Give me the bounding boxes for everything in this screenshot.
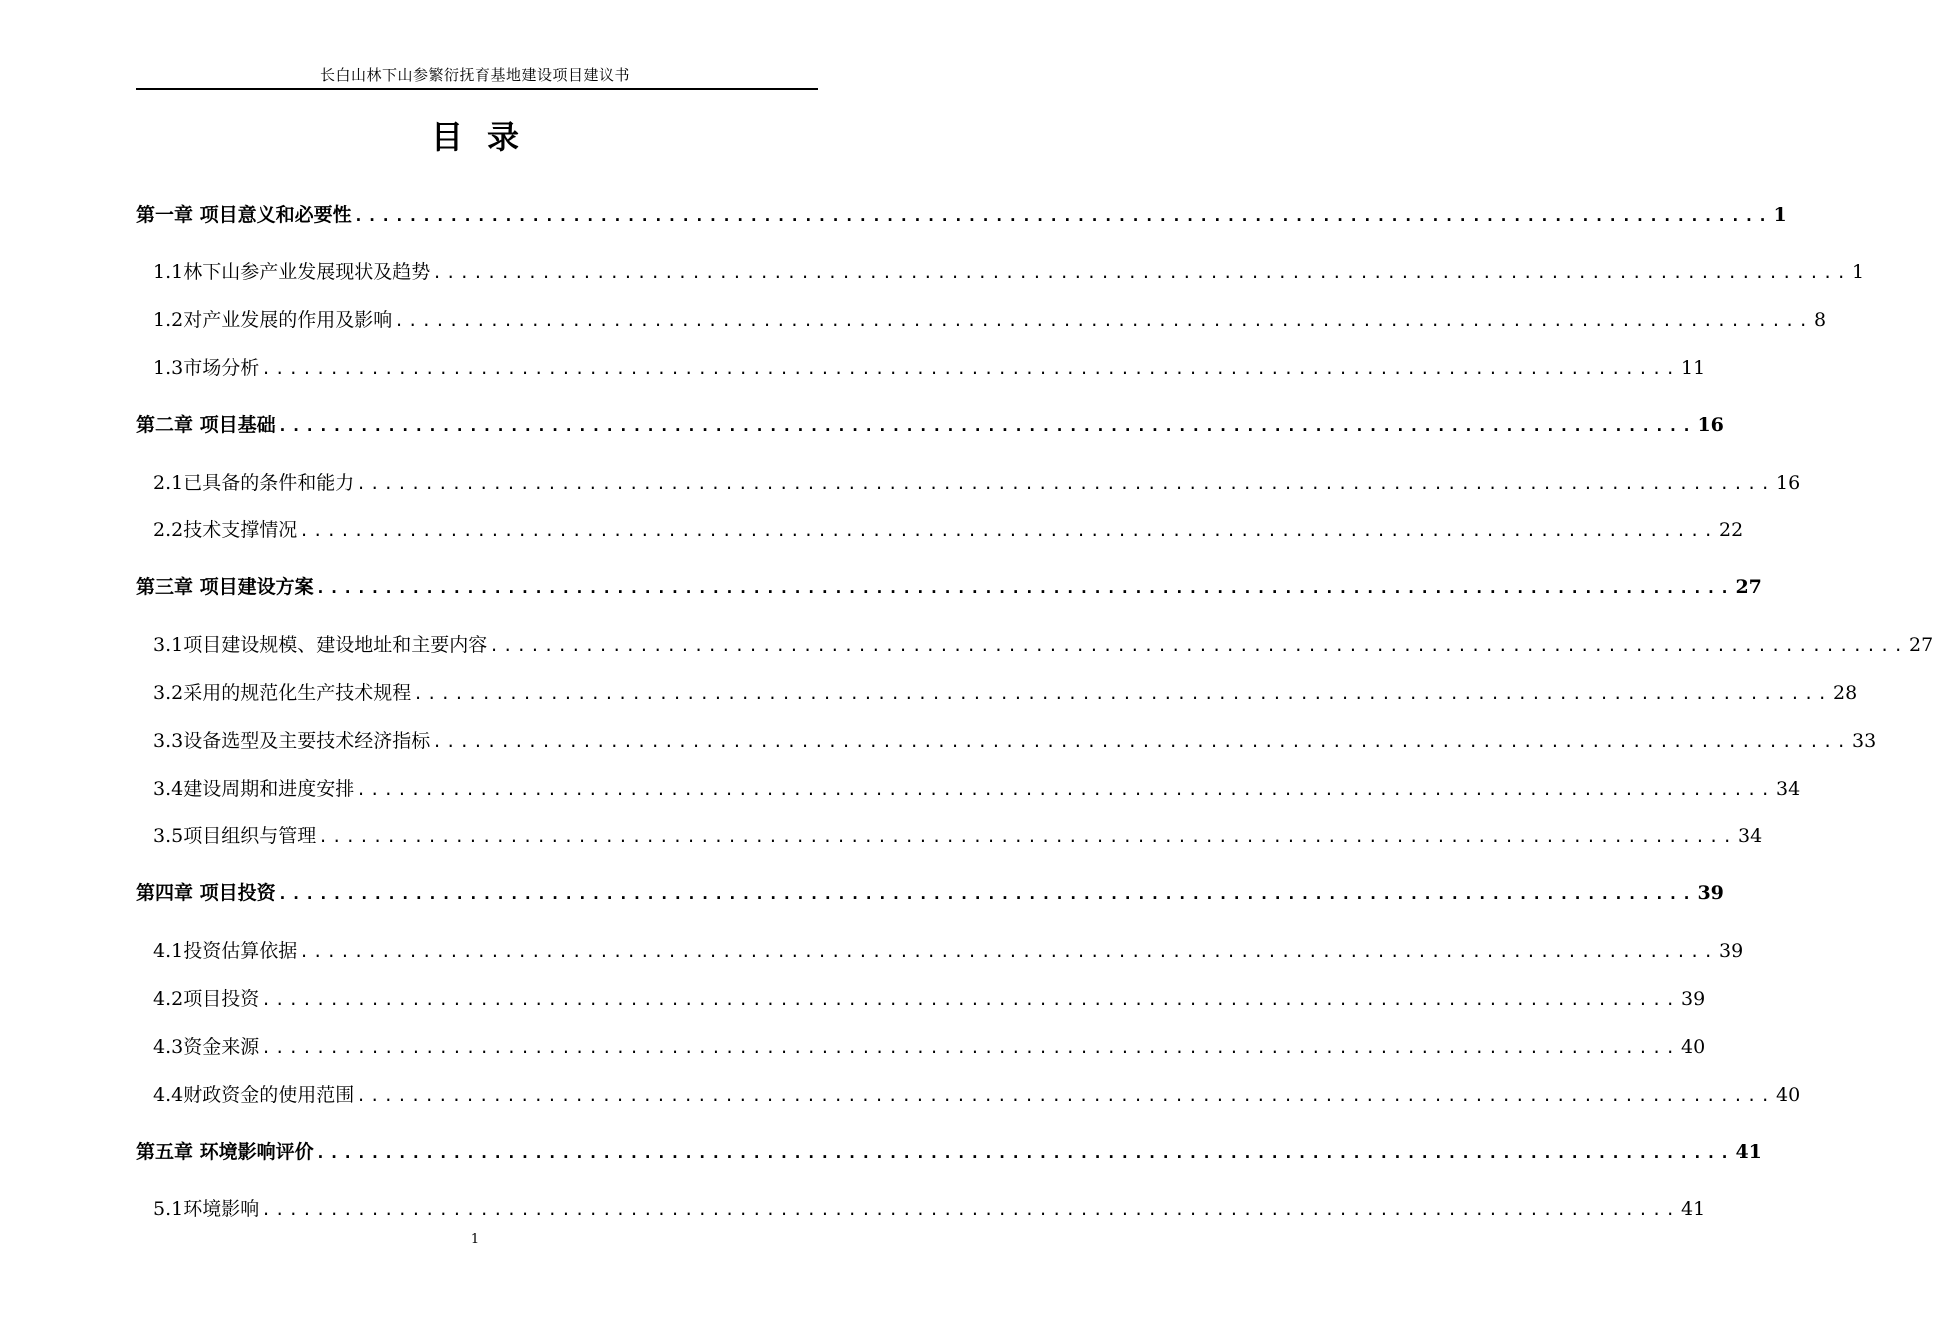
- toc-entry-chapter-1[interactable]: [136, 200, 1787, 230]
- toc-entry-label: 1.2对产业发展的作用及影响: [153, 309, 393, 331]
- toc-entry-page: 41: [1681, 1198, 1706, 1220]
- toc-leader-dots: ........................................................................................................: [299, 942, 1718, 961]
- toc-entry-section-2-2[interactable]: [136, 515, 1744, 545]
- toc-entry-chapter-4[interactable]: [136, 878, 1724, 908]
- toc-entry-label: 第五章 环境影响评价: [136, 1141, 314, 1163]
- toc-entry-section-3-5[interactable]: [136, 821, 1763, 851]
- toc-entry-label: 5.1环境影响: [153, 1198, 260, 1220]
- toc-entry-label: 2.2技术支撑情况: [153, 519, 298, 541]
- toc-entry-page: 1: [1852, 261, 1865, 283]
- toc-entry-page: 27: [1909, 634, 1933, 656]
- toc-entry-page: 11: [1681, 357, 1706, 379]
- toc-leader-dots: ........................................................................................................: [413, 684, 1832, 703]
- toc-entry-section-3-4[interactable]: [136, 774, 1801, 804]
- toc-entry-page: 16: [1776, 472, 1801, 494]
- toc-leader-dots: ........................................................................................................: [261, 1038, 1680, 1057]
- toc-leader-dots: ........................................................................................................: [261, 359, 1680, 378]
- toc-leader-dots: ........................................................................................................: [299, 521, 1718, 540]
- toc-entry-section-3-3[interactable]: [136, 726, 1877, 756]
- toc-leader-dots: ........................................................................................................: [261, 990, 1680, 1009]
- toc-entry-page: 1: [1773, 204, 1787, 226]
- toc-entry-section-4-2[interactable]: [136, 984, 1706, 1014]
- toc-title: 目录: [430, 118, 543, 156]
- toc-entry-page: 16: [1697, 414, 1724, 436]
- running-header: 长白山林下山参繁衍抚育基地建设项目建议书: [319, 66, 630, 84]
- toc-entry-label: 3.4建设周期和进度安排: [153, 778, 355, 800]
- toc-entry-label: 第三章 项目建设方案: [136, 576, 314, 598]
- toc-entry-page: 33: [1852, 730, 1877, 752]
- toc-leader-dots: ........................................................................................................: [356, 474, 1775, 493]
- toc-entry-label: 1.1林下山参产业发展现状及趋势: [153, 261, 431, 283]
- toc-entry-label: 4.3资金来源: [153, 1036, 260, 1058]
- toc-entry-section-4-1[interactable]: [136, 936, 1744, 966]
- toc-leader-dots: ........................................................................................................: [353, 206, 1772, 225]
- toc-entry-chapter-2[interactable]: [136, 410, 1724, 440]
- header-rule: [136, 88, 818, 90]
- toc-leader-dots: ........................................................................................................: [277, 884, 1696, 903]
- toc-leader-dots: ........................................................................................................: [432, 732, 1851, 751]
- toc-entry-page: 34: [1776, 778, 1801, 800]
- toc-entry-label: 3.2采用的规范化生产技术规程: [153, 682, 412, 704]
- page-number: 1: [470, 1232, 480, 1247]
- toc-entry-section-4-4[interactable]: [136, 1080, 1801, 1110]
- toc-leader-dots: ........................................................................................................: [261, 1200, 1680, 1219]
- toc-entry-section-4-3[interactable]: [136, 1032, 1706, 1062]
- toc-entry-label: 4.2项目投资: [153, 988, 260, 1010]
- toc-entry-label: 第一章 项目意义和必要性: [136, 204, 352, 226]
- toc-entry-section-2-1[interactable]: [136, 468, 1801, 498]
- toc-entry-section-3-2[interactable]: [136, 678, 1858, 708]
- toc-entry-page: 40: [1776, 1084, 1801, 1106]
- toc-entry-label: 3.5项目组织与管理: [153, 825, 317, 847]
- toc-entry-page: 28: [1833, 682, 1858, 704]
- toc-entry-section-1-2[interactable]: [136, 305, 1827, 335]
- toc-entry-chapter-5[interactable]: [136, 1137, 1762, 1167]
- toc-entry-label: 3.1项目建设规模、建设地址和主要内容: [153, 634, 488, 656]
- toc-entry-label: 3.3设备选型及主要技术经济指标: [153, 730, 431, 752]
- toc-entry-page: 39: [1681, 988, 1706, 1010]
- toc-entry-label: 4.1投资估算依据: [153, 940, 298, 962]
- toc-entry-label: 4.4财政资金的使用范围: [153, 1084, 355, 1106]
- toc-entry-label: 第二章 项目基础: [136, 414, 276, 436]
- toc-entry-page: 34: [1738, 825, 1763, 847]
- toc-entry-label: 第四章 项目投资: [136, 882, 276, 904]
- toc-leader-dots: ........................................................................................................: [489, 636, 1908, 655]
- toc-entry-label: 1.3市场分析: [153, 357, 260, 379]
- toc-leader-dots: ........................................................................................................: [356, 780, 1775, 799]
- toc-entry-page: 41: [1735, 1141, 1762, 1163]
- toc-entry-section-3-1[interactable]: [136, 630, 1933, 660]
- toc-entry-page: 27: [1735, 576, 1762, 598]
- toc-leader-dots: ........................................................................................................: [432, 263, 1851, 282]
- toc-leader-dots: ........................................................................................................: [318, 827, 1737, 846]
- toc-entry-page: 39: [1719, 940, 1744, 962]
- toc-entry-page: 40: [1681, 1036, 1706, 1058]
- toc-leader-dots: ........................................................................................................: [315, 578, 1734, 597]
- toc-entry-page: 8: [1814, 309, 1827, 331]
- toc-entry-page: 22: [1719, 519, 1744, 541]
- toc-leader-dots: ........................................................................................................: [394, 311, 1813, 330]
- toc-entry-label: 2.1已具备的条件和能力: [153, 472, 355, 494]
- toc-entry-page: 39: [1697, 882, 1724, 904]
- toc-leader-dots: ........................................................................................................: [356, 1086, 1775, 1105]
- toc-entry-section-5-1[interactable]: [136, 1194, 1706, 1224]
- toc-entry-section-1-3[interactable]: [136, 353, 1706, 383]
- toc-leader-dots: ........................................................................................................: [315, 1143, 1734, 1162]
- toc-entry-section-1-1[interactable]: [136, 257, 1865, 287]
- toc-leader-dots: ........................................................................................................: [277, 416, 1696, 435]
- toc-entry-chapter-3[interactable]: [136, 572, 1762, 602]
